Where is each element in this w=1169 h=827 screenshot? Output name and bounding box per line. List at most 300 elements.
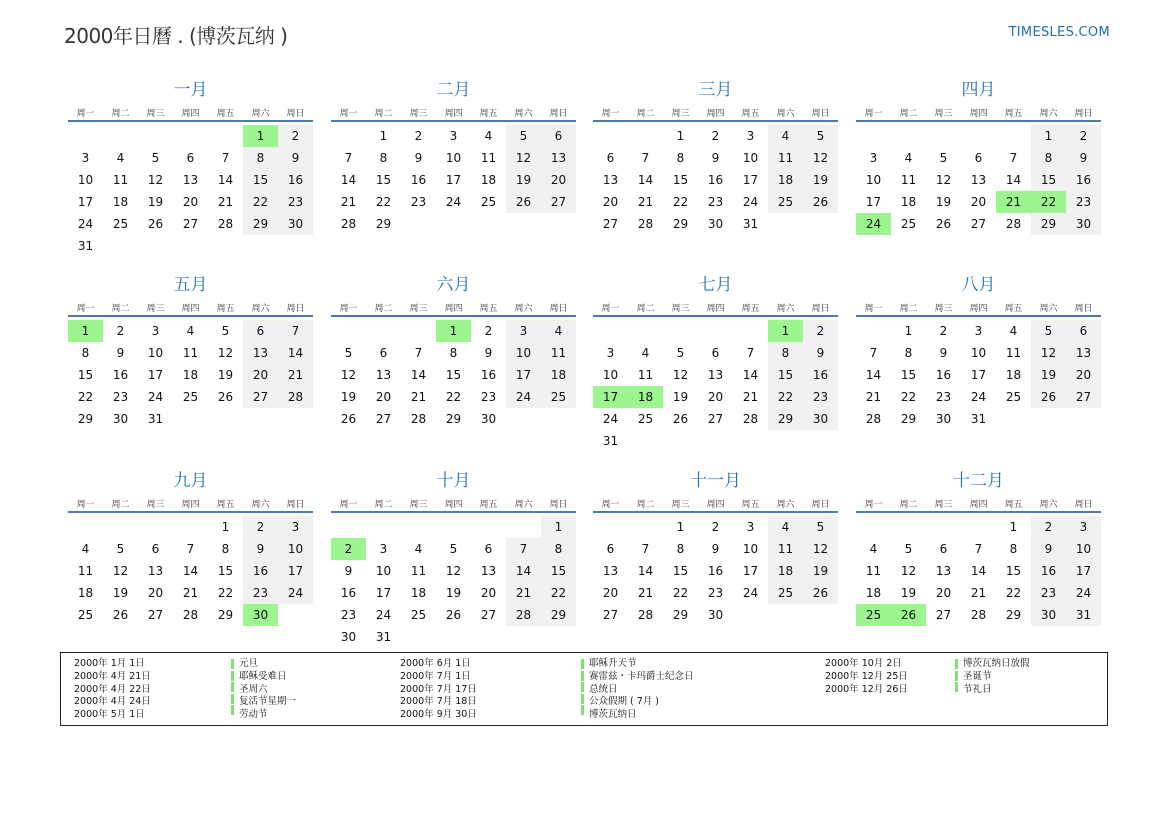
day-cell[interactable]: 2 bbox=[939, 324, 948, 338]
day-cell[interactable]: 29 bbox=[1005, 608, 1022, 622]
day-cell[interactable]: 27 bbox=[541, 191, 576, 213]
day-cell[interactable]: 4 bbox=[768, 516, 803, 538]
day-cell[interactable]: 13 bbox=[602, 564, 619, 578]
day-cell[interactable]: 21 bbox=[217, 195, 234, 209]
day-cell[interactable]: 26 bbox=[506, 191, 541, 213]
day-cell[interactable]: 18 bbox=[541, 364, 576, 386]
day-cell[interactable]: 29 bbox=[217, 608, 234, 622]
day-cell[interactable]: 26 bbox=[340, 412, 357, 426]
day-cell[interactable]: 9 bbox=[116, 346, 125, 360]
day-cell[interactable]: 17 bbox=[742, 173, 759, 187]
day-cell[interactable]: 26 bbox=[112, 608, 129, 622]
day-cell[interactable]: 28 bbox=[410, 412, 427, 426]
day-cell[interactable]: 29 bbox=[672, 217, 689, 231]
day-cell[interactable]: 30 bbox=[480, 412, 497, 426]
day-cell[interactable]: 5 bbox=[151, 151, 160, 165]
day-cell[interactable]: 16 bbox=[707, 564, 724, 578]
day-cell-holiday[interactable]: 1 bbox=[68, 320, 103, 342]
day-cell-holiday[interactable]: 1 bbox=[436, 320, 471, 342]
day-cell[interactable]: 27 bbox=[935, 608, 952, 622]
day-cell[interactable]: 23 bbox=[410, 195, 427, 209]
day-cell[interactable]: 1 bbox=[676, 129, 685, 143]
day-cell[interactable]: 18 bbox=[77, 586, 94, 600]
day-cell[interactable]: 21 bbox=[865, 390, 882, 404]
day-cell[interactable]: 6 bbox=[939, 542, 948, 556]
day-cell-holiday[interactable]: 30 bbox=[243, 604, 278, 626]
day-cell-holiday[interactable]: 1 bbox=[768, 320, 803, 342]
day-cell[interactable]: 24 bbox=[742, 586, 759, 600]
day-cell[interactable]: 30 bbox=[340, 630, 357, 644]
day-cell[interactable]: 12 bbox=[340, 368, 357, 382]
day-cell[interactable]: 11 bbox=[900, 173, 917, 187]
day-cell[interactable]: 19 bbox=[112, 586, 129, 600]
day-cell[interactable]: 11 bbox=[768, 538, 803, 560]
day-cell[interactable]: 20 bbox=[707, 390, 724, 404]
day-cell-holiday[interactable]: 2 bbox=[331, 538, 366, 560]
day-cell[interactable]: 21 bbox=[182, 586, 199, 600]
day-cell[interactable]: 17 bbox=[375, 586, 392, 600]
day-cell[interactable]: 3 bbox=[869, 151, 878, 165]
day-cell[interactable]: 3 bbox=[746, 129, 755, 143]
day-cell[interactable]: 19 bbox=[1031, 364, 1066, 386]
day-cell[interactable]: 27 bbox=[602, 217, 619, 231]
day-cell[interactable]: 7 bbox=[974, 542, 983, 556]
day-cell[interactable]: 8 bbox=[541, 538, 576, 560]
day-cell[interactable]: 17 bbox=[278, 560, 313, 582]
day-cell[interactable]: 19 bbox=[803, 169, 838, 191]
day-cell[interactable]: 13 bbox=[707, 368, 724, 382]
day-cell[interactable]: 2 bbox=[711, 129, 720, 143]
day-cell[interactable]: 24 bbox=[77, 217, 94, 231]
day-cell[interactable]: 24 bbox=[602, 412, 619, 426]
day-cell[interactable]: 17 bbox=[506, 364, 541, 386]
day-cell[interactable]: 26 bbox=[672, 412, 689, 426]
day-cell[interactable]: 27 bbox=[970, 217, 987, 231]
day-cell[interactable]: 5 bbox=[803, 125, 838, 147]
day-cell[interactable]: 9 bbox=[484, 346, 493, 360]
day-cell[interactable]: 20 bbox=[935, 586, 952, 600]
day-cell[interactable]: 26 bbox=[217, 390, 234, 404]
day-cell[interactable]: 16 bbox=[707, 173, 724, 187]
day-cell[interactable]: 29 bbox=[243, 213, 278, 235]
day-cell[interactable]: 7 bbox=[278, 320, 313, 342]
day-cell[interactable]: 18 bbox=[112, 195, 129, 209]
day-cell[interactable]: 27 bbox=[182, 217, 199, 231]
day-cell[interactable]: 4 bbox=[641, 346, 650, 360]
day-cell[interactable]: 29 bbox=[672, 608, 689, 622]
site-link[interactable]: TIMESLES.COM bbox=[1008, 25, 1110, 40]
day-cell[interactable]: 8 bbox=[449, 346, 458, 360]
day-cell[interactable]: 14 bbox=[637, 564, 654, 578]
day-cell[interactable]: 18 bbox=[410, 586, 427, 600]
day-cell[interactable]: 3 bbox=[1066, 516, 1101, 538]
day-cell[interactable]: 14 bbox=[278, 342, 313, 364]
day-cell[interactable]: 7 bbox=[869, 346, 878, 360]
day-cell[interactable]: 17 bbox=[445, 173, 462, 187]
day-cell[interactable]: 16 bbox=[112, 368, 129, 382]
day-cell[interactable]: 28 bbox=[865, 412, 882, 426]
day-cell[interactable]: 27 bbox=[243, 386, 278, 408]
day-cell[interactable]: 17 bbox=[865, 195, 882, 209]
day-cell[interactable]: 28 bbox=[637, 217, 654, 231]
day-cell[interactable]: 24 bbox=[147, 390, 164, 404]
day-cell[interactable]: 12 bbox=[445, 564, 462, 578]
day-cell[interactable]: 6 bbox=[606, 542, 615, 556]
day-cell[interactable]: 19 bbox=[900, 586, 917, 600]
day-cell[interactable]: 9 bbox=[278, 147, 313, 169]
day-cell[interactable]: 7 bbox=[1009, 151, 1018, 165]
day-cell[interactable]: 4 bbox=[768, 125, 803, 147]
day-cell[interactable]: 13 bbox=[541, 147, 576, 169]
day-cell[interactable]: 5 bbox=[506, 125, 541, 147]
day-cell[interactable]: 6 bbox=[541, 125, 576, 147]
day-cell[interactable]: 27 bbox=[375, 412, 392, 426]
day-cell[interactable]: 22 bbox=[541, 582, 576, 604]
day-cell[interactable]: 8 bbox=[768, 342, 803, 364]
day-cell[interactable]: 13 bbox=[182, 173, 199, 187]
day-cell[interactable]: 21 bbox=[410, 390, 427, 404]
day-cell[interactable]: 22 bbox=[375, 195, 392, 209]
day-cell[interactable]: 5 bbox=[939, 151, 948, 165]
day-cell[interactable]: 6 bbox=[243, 320, 278, 342]
day-cell[interactable]: 19 bbox=[506, 169, 541, 191]
day-cell[interactable]: 1 bbox=[541, 516, 576, 538]
day-cell[interactable]: 23 bbox=[243, 582, 278, 604]
day-cell[interactable]: 4 bbox=[81, 542, 90, 556]
day-cell[interactable]: 18 bbox=[900, 195, 917, 209]
day-cell[interactable]: 18 bbox=[1005, 368, 1022, 382]
day-cell[interactable]: 28 bbox=[217, 217, 234, 231]
day-cell[interactable]: 5 bbox=[676, 346, 685, 360]
day-cell[interactable]: 5 bbox=[449, 542, 458, 556]
day-cell[interactable]: 5 bbox=[1031, 320, 1066, 342]
day-cell[interactable]: 27 bbox=[1066, 386, 1101, 408]
day-cell[interactable]: 13 bbox=[970, 173, 987, 187]
day-cell[interactable]: 25 bbox=[480, 195, 497, 209]
day-cell[interactable]: 6 bbox=[711, 346, 720, 360]
day-cell-holiday[interactable]: 21 bbox=[996, 191, 1031, 213]
day-cell[interactable]: 25 bbox=[541, 386, 576, 408]
day-cell[interactable]: 8 bbox=[221, 542, 230, 556]
day-cell[interactable]: 25 bbox=[112, 217, 129, 231]
day-cell[interactable]: 23 bbox=[480, 390, 497, 404]
day-cell[interactable]: 21 bbox=[340, 195, 357, 209]
day-cell[interactable]: 2 bbox=[414, 129, 423, 143]
day-cell[interactable]: 2 bbox=[711, 520, 720, 534]
day-cell[interactable]: 6 bbox=[379, 346, 388, 360]
day-cell[interactable]: 22 bbox=[1005, 586, 1022, 600]
day-cell[interactable]: 15 bbox=[445, 368, 462, 382]
day-cell[interactable]: 29 bbox=[900, 412, 917, 426]
day-cell[interactable]: 23 bbox=[278, 191, 313, 213]
day-cell[interactable]: 14 bbox=[637, 173, 654, 187]
day-cell[interactable]: 13 bbox=[935, 564, 952, 578]
day-cell[interactable]: 9 bbox=[939, 346, 948, 360]
day-cell[interactable]: 17 bbox=[77, 195, 94, 209]
day-cell[interactable]: 29 bbox=[375, 217, 392, 231]
day-cell[interactable]: 11 bbox=[1005, 346, 1022, 360]
day-cell[interactable]: 16 bbox=[935, 368, 952, 382]
day-cell[interactable]: 6 bbox=[974, 151, 983, 165]
day-cell[interactable]: 22 bbox=[672, 195, 689, 209]
day-cell[interactable]: 4 bbox=[904, 151, 913, 165]
day-cell[interactable]: 14 bbox=[217, 173, 234, 187]
day-cell[interactable]: 17 bbox=[742, 564, 759, 578]
day-cell[interactable]: 21 bbox=[970, 586, 987, 600]
day-cell[interactable]: 11 bbox=[112, 173, 129, 187]
day-cell[interactable]: 11 bbox=[480, 151, 497, 165]
day-cell[interactable]: 28 bbox=[970, 608, 987, 622]
day-cell[interactable]: 17 bbox=[970, 368, 987, 382]
day-cell[interactable]: 23 bbox=[112, 390, 129, 404]
day-cell[interactable]: 15 bbox=[1031, 169, 1066, 191]
day-cell[interactable]: 20 bbox=[243, 364, 278, 386]
day-cell[interactable]: 1 bbox=[1009, 520, 1018, 534]
day-cell[interactable]: 11 bbox=[865, 564, 882, 578]
day-cell[interactable]: 31 bbox=[77, 239, 94, 253]
day-cell[interactable]: 14 bbox=[340, 173, 357, 187]
day-cell[interactable]: 27 bbox=[707, 412, 724, 426]
day-cell[interactable]: 9 bbox=[1031, 538, 1066, 560]
day-cell[interactable]: 10 bbox=[970, 346, 987, 360]
day-cell[interactable]: 31 bbox=[375, 630, 392, 644]
day-cell[interactable]: 25 bbox=[637, 412, 654, 426]
day-cell[interactable]: 22 bbox=[672, 586, 689, 600]
day-cell[interactable]: 5 bbox=[116, 542, 125, 556]
day-cell[interactable]: 20 bbox=[970, 195, 987, 209]
day-cell[interactable]: 17 bbox=[147, 368, 164, 382]
day-cell[interactable]: 1 bbox=[676, 520, 685, 534]
day-cell[interactable]: 30 bbox=[803, 408, 838, 430]
day-cell[interactable]: 31 bbox=[602, 434, 619, 448]
day-cell[interactable]: 15 bbox=[900, 368, 917, 382]
day-cell[interactable]: 12 bbox=[147, 173, 164, 187]
day-cell[interactable]: 2 bbox=[803, 320, 838, 342]
day-cell-holiday[interactable]: 22 bbox=[1031, 191, 1066, 213]
day-cell[interactable]: 16 bbox=[243, 560, 278, 582]
day-cell[interactable]: 15 bbox=[541, 560, 576, 582]
day-cell[interactable]: 25 bbox=[768, 191, 803, 213]
day-cell[interactable]: 8 bbox=[379, 151, 388, 165]
day-cell[interactable]: 30 bbox=[278, 213, 313, 235]
day-cell[interactable]: 12 bbox=[1031, 342, 1066, 364]
day-cell[interactable]: 10 bbox=[278, 538, 313, 560]
day-cell[interactable]: 17 bbox=[1066, 560, 1101, 582]
day-cell[interactable]: 31 bbox=[147, 412, 164, 426]
day-cell[interactable]: 30 bbox=[707, 608, 724, 622]
day-cell[interactable]: 15 bbox=[375, 173, 392, 187]
day-cell[interactable]: 23 bbox=[707, 586, 724, 600]
day-cell[interactable]: 3 bbox=[151, 324, 160, 338]
day-cell[interactable]: 8 bbox=[1009, 542, 1018, 556]
day-cell[interactable]: 28 bbox=[340, 217, 357, 231]
day-cell[interactable]: 15 bbox=[768, 364, 803, 386]
day-cell[interactable]: 28 bbox=[1005, 217, 1022, 231]
day-cell[interactable]: 20 bbox=[541, 169, 576, 191]
day-cell[interactable]: 3 bbox=[746, 520, 755, 534]
day-cell[interactable]: 30 bbox=[1031, 604, 1066, 626]
day-cell[interactable]: 4 bbox=[869, 542, 878, 556]
day-cell[interactable]: 13 bbox=[147, 564, 164, 578]
day-cell[interactable]: 30 bbox=[112, 412, 129, 426]
day-cell[interactable]: 1 bbox=[904, 324, 913, 338]
day-cell[interactable]: 29 bbox=[445, 412, 462, 426]
day-cell[interactable]: 8 bbox=[243, 147, 278, 169]
day-cell[interactable]: 15 bbox=[672, 564, 689, 578]
day-cell[interactable]: 27 bbox=[602, 608, 619, 622]
day-cell[interactable]: 12 bbox=[217, 346, 234, 360]
day-cell[interactable]: 20 bbox=[602, 586, 619, 600]
day-cell[interactable]: 22 bbox=[900, 390, 917, 404]
day-cell[interactable]: 21 bbox=[637, 586, 654, 600]
day-cell[interactable]: 23 bbox=[935, 390, 952, 404]
day-cell[interactable]: 10 bbox=[147, 346, 164, 360]
day-cell[interactable]: 3 bbox=[278, 516, 313, 538]
day-cell[interactable]: 9 bbox=[1066, 147, 1101, 169]
day-cell[interactable]: 19 bbox=[803, 560, 838, 582]
day-cell[interactable]: 4 bbox=[414, 542, 423, 556]
day-cell[interactable]: 14 bbox=[182, 564, 199, 578]
day-cell[interactable]: 3 bbox=[974, 324, 983, 338]
day-cell[interactable]: 5 bbox=[904, 542, 913, 556]
day-cell[interactable]: 2 bbox=[1066, 125, 1101, 147]
day-cell[interactable]: 9 bbox=[803, 342, 838, 364]
day-cell[interactable]: 25 bbox=[900, 217, 917, 231]
day-cell[interactable]: 3 bbox=[449, 129, 458, 143]
day-cell[interactable]: 7 bbox=[186, 542, 195, 556]
day-cell[interactable]: 10 bbox=[506, 342, 541, 364]
day-cell[interactable]: 23 bbox=[1066, 191, 1101, 213]
day-cell[interactable]: 19 bbox=[935, 195, 952, 209]
day-cell[interactable]: 25 bbox=[77, 608, 94, 622]
day-cell[interactable]: 9 bbox=[711, 542, 720, 556]
day-cell[interactable]: 24 bbox=[278, 582, 313, 604]
day-cell[interactable]: 11 bbox=[182, 346, 199, 360]
day-cell[interactable]: 12 bbox=[506, 147, 541, 169]
day-cell[interactable]: 7 bbox=[221, 151, 230, 165]
day-cell[interactable]: 26 bbox=[1031, 386, 1066, 408]
day-cell[interactable]: 15 bbox=[672, 173, 689, 187]
day-cell[interactable]: 11 bbox=[77, 564, 94, 578]
day-cell[interactable]: 6 bbox=[606, 151, 615, 165]
day-cell[interactable]: 23 bbox=[340, 608, 357, 622]
day-cell[interactable]: 14 bbox=[410, 368, 427, 382]
day-cell[interactable]: 8 bbox=[676, 151, 685, 165]
day-cell[interactable]: 20 bbox=[182, 195, 199, 209]
day-cell[interactable]: 10 bbox=[865, 173, 882, 187]
day-cell[interactable]: 28 bbox=[506, 604, 541, 626]
day-cell[interactable]: 24 bbox=[506, 386, 541, 408]
day-cell[interactable]: 6 bbox=[151, 542, 160, 556]
day-cell[interactable]: 14 bbox=[865, 368, 882, 382]
day-cell[interactable]: 21 bbox=[506, 582, 541, 604]
day-cell[interactable]: 31 bbox=[1066, 604, 1101, 626]
day-cell[interactable]: 25 bbox=[1005, 390, 1022, 404]
day-cell-holiday[interactable]: 24 bbox=[856, 213, 891, 235]
day-cell[interactable]: 13 bbox=[375, 368, 392, 382]
day-cell[interactable]: 9 bbox=[344, 564, 353, 578]
day-cell[interactable]: 16 bbox=[1066, 169, 1101, 191]
day-cell[interactable]: 10 bbox=[602, 368, 619, 382]
day-cell[interactable]: 18 bbox=[768, 560, 803, 582]
day-cell[interactable]: 19 bbox=[217, 368, 234, 382]
day-cell[interactable]: 16 bbox=[1031, 560, 1066, 582]
day-cell[interactable]: 1 bbox=[221, 520, 230, 534]
day-cell[interactable]: 13 bbox=[1066, 342, 1101, 364]
day-cell[interactable]: 3 bbox=[606, 346, 615, 360]
day-cell[interactable]: 26 bbox=[803, 191, 838, 213]
day-cell[interactable]: 19 bbox=[445, 586, 462, 600]
day-cell[interactable]: 9 bbox=[711, 151, 720, 165]
day-cell[interactable]: 19 bbox=[340, 390, 357, 404]
day-cell[interactable]: 1 bbox=[379, 129, 388, 143]
day-cell[interactable]: 8 bbox=[676, 542, 685, 556]
day-cell[interactable]: 20 bbox=[375, 390, 392, 404]
day-cell[interactable]: 15 bbox=[1005, 564, 1022, 578]
day-cell[interactable]: 22 bbox=[243, 191, 278, 213]
day-cell[interactable]: 26 bbox=[147, 217, 164, 231]
day-cell[interactable]: 20 bbox=[147, 586, 164, 600]
day-cell[interactable]: 7 bbox=[414, 346, 423, 360]
day-cell[interactable]: 3 bbox=[506, 320, 541, 342]
day-cell[interactable]: 16 bbox=[340, 586, 357, 600]
day-cell[interactable]: 10 bbox=[742, 151, 759, 165]
day-cell[interactable]: 26 bbox=[803, 582, 838, 604]
day-cell[interactable]: 20 bbox=[1066, 364, 1101, 386]
day-cell[interactable]: 12 bbox=[900, 564, 917, 578]
day-cell[interactable]: 9 bbox=[243, 538, 278, 560]
day-cell[interactable]: 2 bbox=[278, 125, 313, 147]
day-cell[interactable]: 21 bbox=[278, 364, 313, 386]
day-cell[interactable]: 22 bbox=[445, 390, 462, 404]
day-cell[interactable]: 14 bbox=[742, 368, 759, 382]
day-cell[interactable]: 14 bbox=[970, 564, 987, 578]
day-cell[interactable]: 14 bbox=[506, 560, 541, 582]
day-cell[interactable]: 11 bbox=[637, 368, 654, 382]
day-cell[interactable]: 8 bbox=[81, 346, 90, 360]
day-cell[interactable]: 8 bbox=[1031, 147, 1066, 169]
day-cell[interactable]: 26 bbox=[445, 608, 462, 622]
day-cell[interactable]: 28 bbox=[742, 412, 759, 426]
day-cell[interactable]: 21 bbox=[742, 390, 759, 404]
day-cell[interactable]: 19 bbox=[147, 195, 164, 209]
day-cell[interactable]: 11 bbox=[410, 564, 427, 578]
day-cell[interactable]: 22 bbox=[217, 586, 234, 600]
day-cell[interactable]: 15 bbox=[77, 368, 94, 382]
day-cell[interactable]: 23 bbox=[707, 195, 724, 209]
day-cell[interactable]: 8 bbox=[904, 346, 913, 360]
day-cell[interactable]: 18 bbox=[865, 586, 882, 600]
day-cell[interactable]: 31 bbox=[742, 217, 759, 231]
day-cell[interactable]: 28 bbox=[637, 608, 654, 622]
day-cell[interactable]: 29 bbox=[1031, 213, 1066, 235]
day-cell[interactable]: 2 bbox=[116, 324, 125, 338]
day-cell[interactable]: 16 bbox=[803, 364, 838, 386]
day-cell[interactable]: 30 bbox=[707, 217, 724, 231]
day-cell[interactable]: 24 bbox=[1066, 582, 1101, 604]
day-cell[interactable]: 4 bbox=[484, 129, 493, 143]
day-cell[interactable]: 10 bbox=[445, 151, 462, 165]
day-cell[interactable]: 5 bbox=[344, 346, 353, 360]
day-cell[interactable]: 28 bbox=[278, 386, 313, 408]
day-cell[interactable]: 11 bbox=[768, 147, 803, 169]
day-cell[interactable]: 7 bbox=[344, 151, 353, 165]
day-cell[interactable]: 7 bbox=[641, 151, 650, 165]
day-cell[interactable]: 28 bbox=[182, 608, 199, 622]
day-cell[interactable]: 7 bbox=[506, 538, 541, 560]
day-cell[interactable]: 13 bbox=[602, 173, 619, 187]
day-cell[interactable]: 7 bbox=[641, 542, 650, 556]
